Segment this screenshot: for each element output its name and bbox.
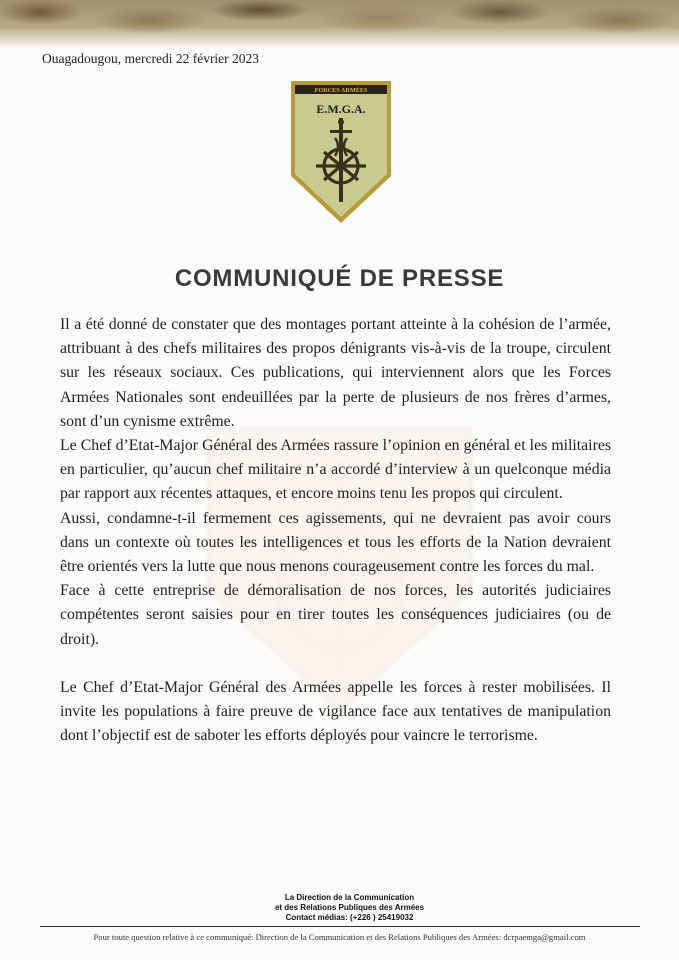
- paragraph-2: Le Chef d’Etat-Major Général des Armées rassure l’opinion en général et les militaires en particulier, qu’aucun chef militaire n’a accordé d’interview à un quelconque média par rapport aux récentes attaques, et encore moins tenu les propos qui circulent.: [60, 437, 611, 503]
- paragraph-1: Il a été donné de constater que des montages portant atteinte à la cohésion de l’armée, attribuant à des chefs militaires des propos dénigrants vis-à-vis de la troupe, circulent sur les réseaux sociaux. Ces publications, qui interviennent alors que les Forces Armées Nationales sont endeuillées par la perte de plusieurs de nos frères d’armes, sont d’un cynisme extrême.: [60, 316, 611, 430]
- footer-text: Pour toute question relative à ce communiqué: Direction de la Communication et des Relations Publiques des Armées: dcrpaemga@gmail.com: [93, 932, 586, 942]
- emblem-top-text: FORCES ARMÉES: [314, 87, 368, 94]
- paragraph-4: Face à cette entreprise de démoralisation de nos forces, les autorités judiciaires compétentes seront saisies pour en tirer toutes les conséquences judiciaires (ou de droit).: [60, 582, 611, 648]
- emga-emblem: [288, 78, 394, 226]
- signature-line-2: et des Relations Publiques des Armées: [274, 903, 425, 912]
- emblem-acronym: E.M.G.A.: [316, 102, 366, 116]
- signature-line-1: La Direction de la Communication: [284, 893, 415, 902]
- date-line: Ouagadougou, mercredi 22 février 2023: [42, 51, 260, 66]
- document-body: [60, 313, 611, 748]
- paragraph-3: Aussi, condamne-t-il fermement ces agissements, qui ne devraient pas avoir cours dans un contexte où toutes les intelligences et tous les efforts de la Nation devraient être orientés vers la lutte que nous menons courageusement contre les forces du mal.: [60, 509, 611, 576]
- footer-divider: [40, 926, 640, 927]
- paragraph-5: Le Chef d’Etat-Major Général des Armées appelle les forces à rester mobilisées. Il invite les populations à faire preuve de vigilance face aux tentatives de manipulation dont l’objectif est de saboter les efforts déployés pour vaincre le terrorisme.: [60, 678, 611, 745]
- signature-block: [0, 893, 679, 923]
- signature-contact: Contact médias: (+226 ) 25419032: [285, 913, 414, 922]
- camouflage-banner: [0, 0, 679, 48]
- document-title: COMMUNIQUÉ DE PRESSE: [174, 265, 505, 292]
